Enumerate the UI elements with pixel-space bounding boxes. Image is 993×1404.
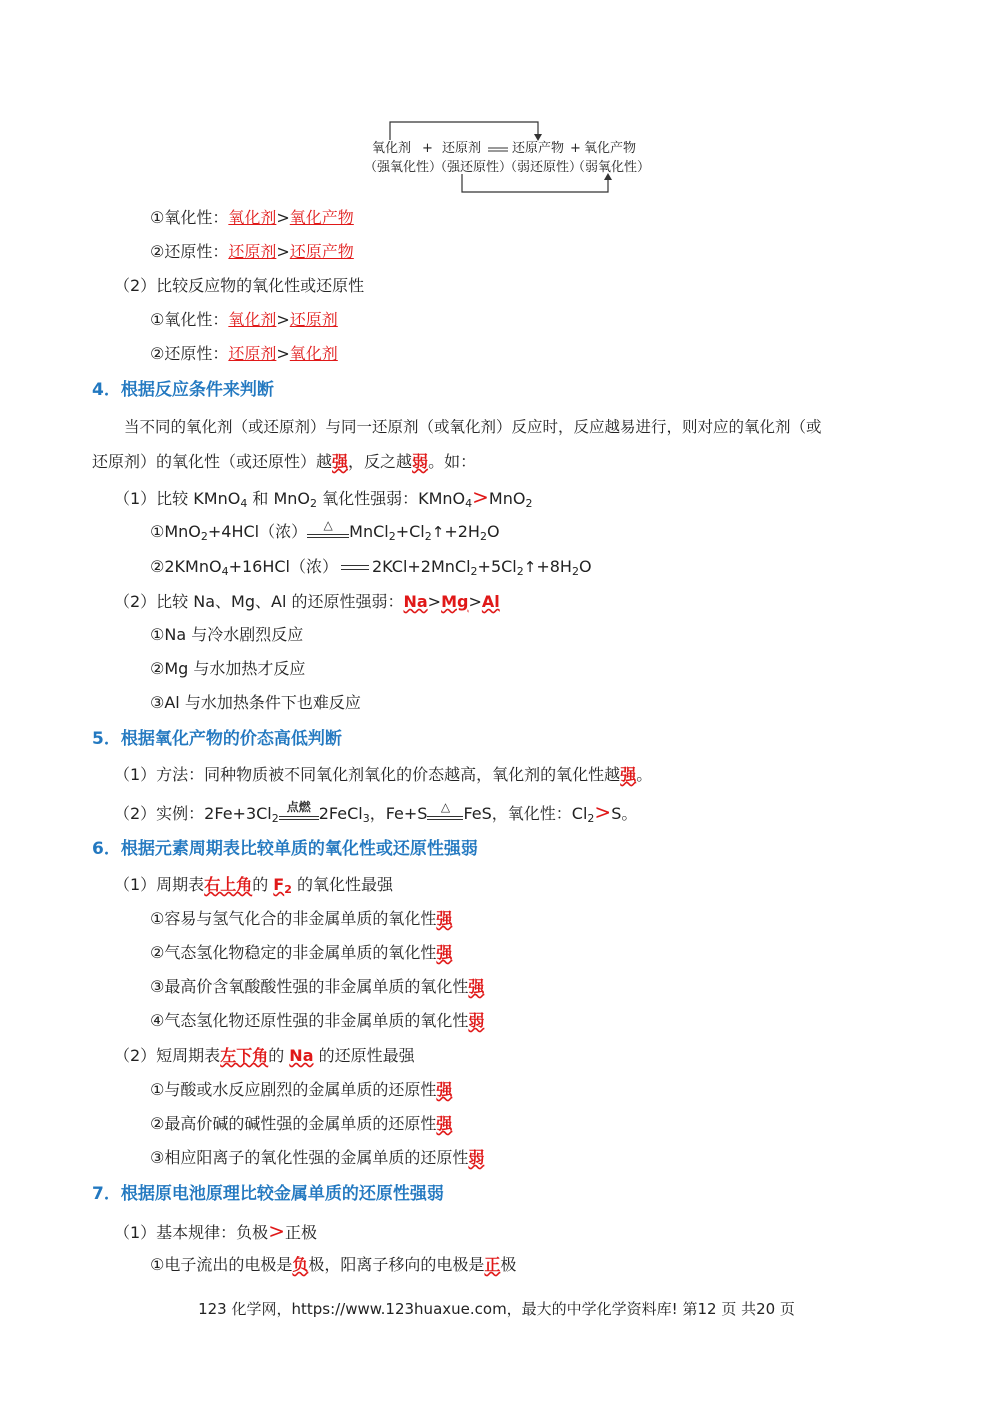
nonmetal-item-1: ①容易与氢气化合的非金属单质的氧化性强 [150,909,453,928]
answer-oxidation-product: 氧化产物 [289,208,354,227]
metal-item-3: ③相应阳离子的氧化性强的金属单质的还原性弱 [150,1148,485,1167]
metal-item-2: ②最高价碱的碱性强的金属单质的还原性强 [150,1114,453,1133]
nonmetal-item-2: ②气态氢化物稳定的非金属单质的氧化性强 [150,943,453,962]
section-4-heading: 4．根据反应条件来判断 [92,380,274,400]
oxidizing-rule-reactants: ①氧化性：氧化剂>还原剂 [150,310,338,329]
redox-diagram [360,118,650,198]
battery-item-1: ①电子流出的电极是负极，阳离子移向的电极是正极 [150,1255,517,1274]
nonmetal-item-4: ④气态氢化物还原性强的非金属单质的氧化性弱 [150,1011,485,1030]
al-item: ③Al 与水加热条件下也难反应 [150,693,361,712]
compare-kmno4-mno2: （1）比较 KMnO$_4$ 和 MnO$_2$ 氧化性强弱：KMnO$_4$>MnO$_2$ [114,485,533,510]
na-item: ①Na 与冷水剧烈反应 [150,625,304,644]
diagram-strong-reducing: （强还原性） [434,160,513,175]
answer-reductant: 还原剂 [228,242,277,261]
diagram-weak-oxidizing: （弱氧化性） [572,160,651,175]
compare-na-mg-al: （2）比较 Na、Mg、Al 的还原性强弱：Na>Mg>Al [114,592,500,611]
section-5-heading: 5．根据氧化产物的价态高低判断 [92,729,342,749]
section-6-heading: 6．根据元素周期表比较单质的氧化性或还原性强弱 [92,839,478,859]
heat-condition-2: △ [427,804,463,826]
section-5-example: （2）实例：$2Fe+3Cl_2$ 点燃 2FeCl$_3$，Fe+S △ FeS，氧化性：$Cl_2>S$。 [114,799,638,825]
answer-oxidant: 氧化剂 [228,208,277,227]
diagram-oxidation-product: 氧化产物 [584,141,637,156]
diagram-strong-oxidizing: （强氧化性） [364,160,443,175]
metal-item-1: ①与酸或水反应剧烈的金属单质的还原性强 [150,1080,453,1099]
battery-rule: （1）基本规律：负极>正极 [114,1219,317,1243]
section-4-para-1: 当不同的氧化剂（或还原剂）与同一还原剂（或氧化剂）反应时，反应越易进行，则对应的氧化剂（或 [124,418,822,436]
nonmetal-item-3: ③最高价含氧酸酸性强的非金属单质的氧化性强 [150,977,485,996]
reducing-rule-product: ②还原性：还原剂>还原产物 [150,242,354,261]
diagram-plus-1: + [422,141,433,156]
section-7-heading: 7．根据原电池原理比较金属单质的还原性强弱 [92,1184,444,1204]
equation-mno2-hcl: ①MnO$_2$+4HCl（浓） △ $MnCl_2+Cl_2↑+2H_2O$ [150,517,500,543]
compare-reactants-title: （2）比较反应物的氧化性或还原性 [114,276,365,295]
equation-kmno4-hcl: ②2KMnO$_4$+16HCl（浓） $2KCl+2MnCl_2+5Cl_2↑+8H_2O$ [150,557,592,578]
section-5-method: （1）方法：同种物质被不同氧化剂氧化的价态越高，氧化剂的氧化性越强。 [114,765,653,784]
answer-reduction-product: 还原产物 [289,242,354,261]
reducing-rule-reactants: ②还原性：还原剂>氧化剂 [150,344,338,363]
diagram-weak-reducing: （弱还原性） [504,160,583,175]
periodic-upper-right: （1）周期表右上角的 $F_2$ 的氧化性最强 [114,875,393,896]
periodic-lower-left: （2）短周期表左下角的 Na 的还原性最强 [114,1046,415,1065]
section-4-para-2: 还原剂）的氧化性（或还原性）越强，反之越弱。如： [92,452,477,471]
diagram-plus-2: + [570,141,581,156]
oxidizing-rule-product: ①氧化性：氧化剂>氧化产物 [150,208,354,227]
ignite-condition: 点燃 [279,804,319,826]
heat-condition: △ [307,522,349,544]
diagram-arrows [360,118,650,198]
diagram-reductant: 还原剂 [442,141,482,156]
page-footer: 123 化学网，https://www.123huaxue.com，最大的中学化学资料库! 第12 页 共20 页 [198,1300,795,1318]
diagram-oxidant: 氧化剂 [372,141,412,156]
mg-item: ②Mg 与水加热才反应 [150,659,306,678]
diagram-reduction-product: 还原产物 [512,141,565,156]
